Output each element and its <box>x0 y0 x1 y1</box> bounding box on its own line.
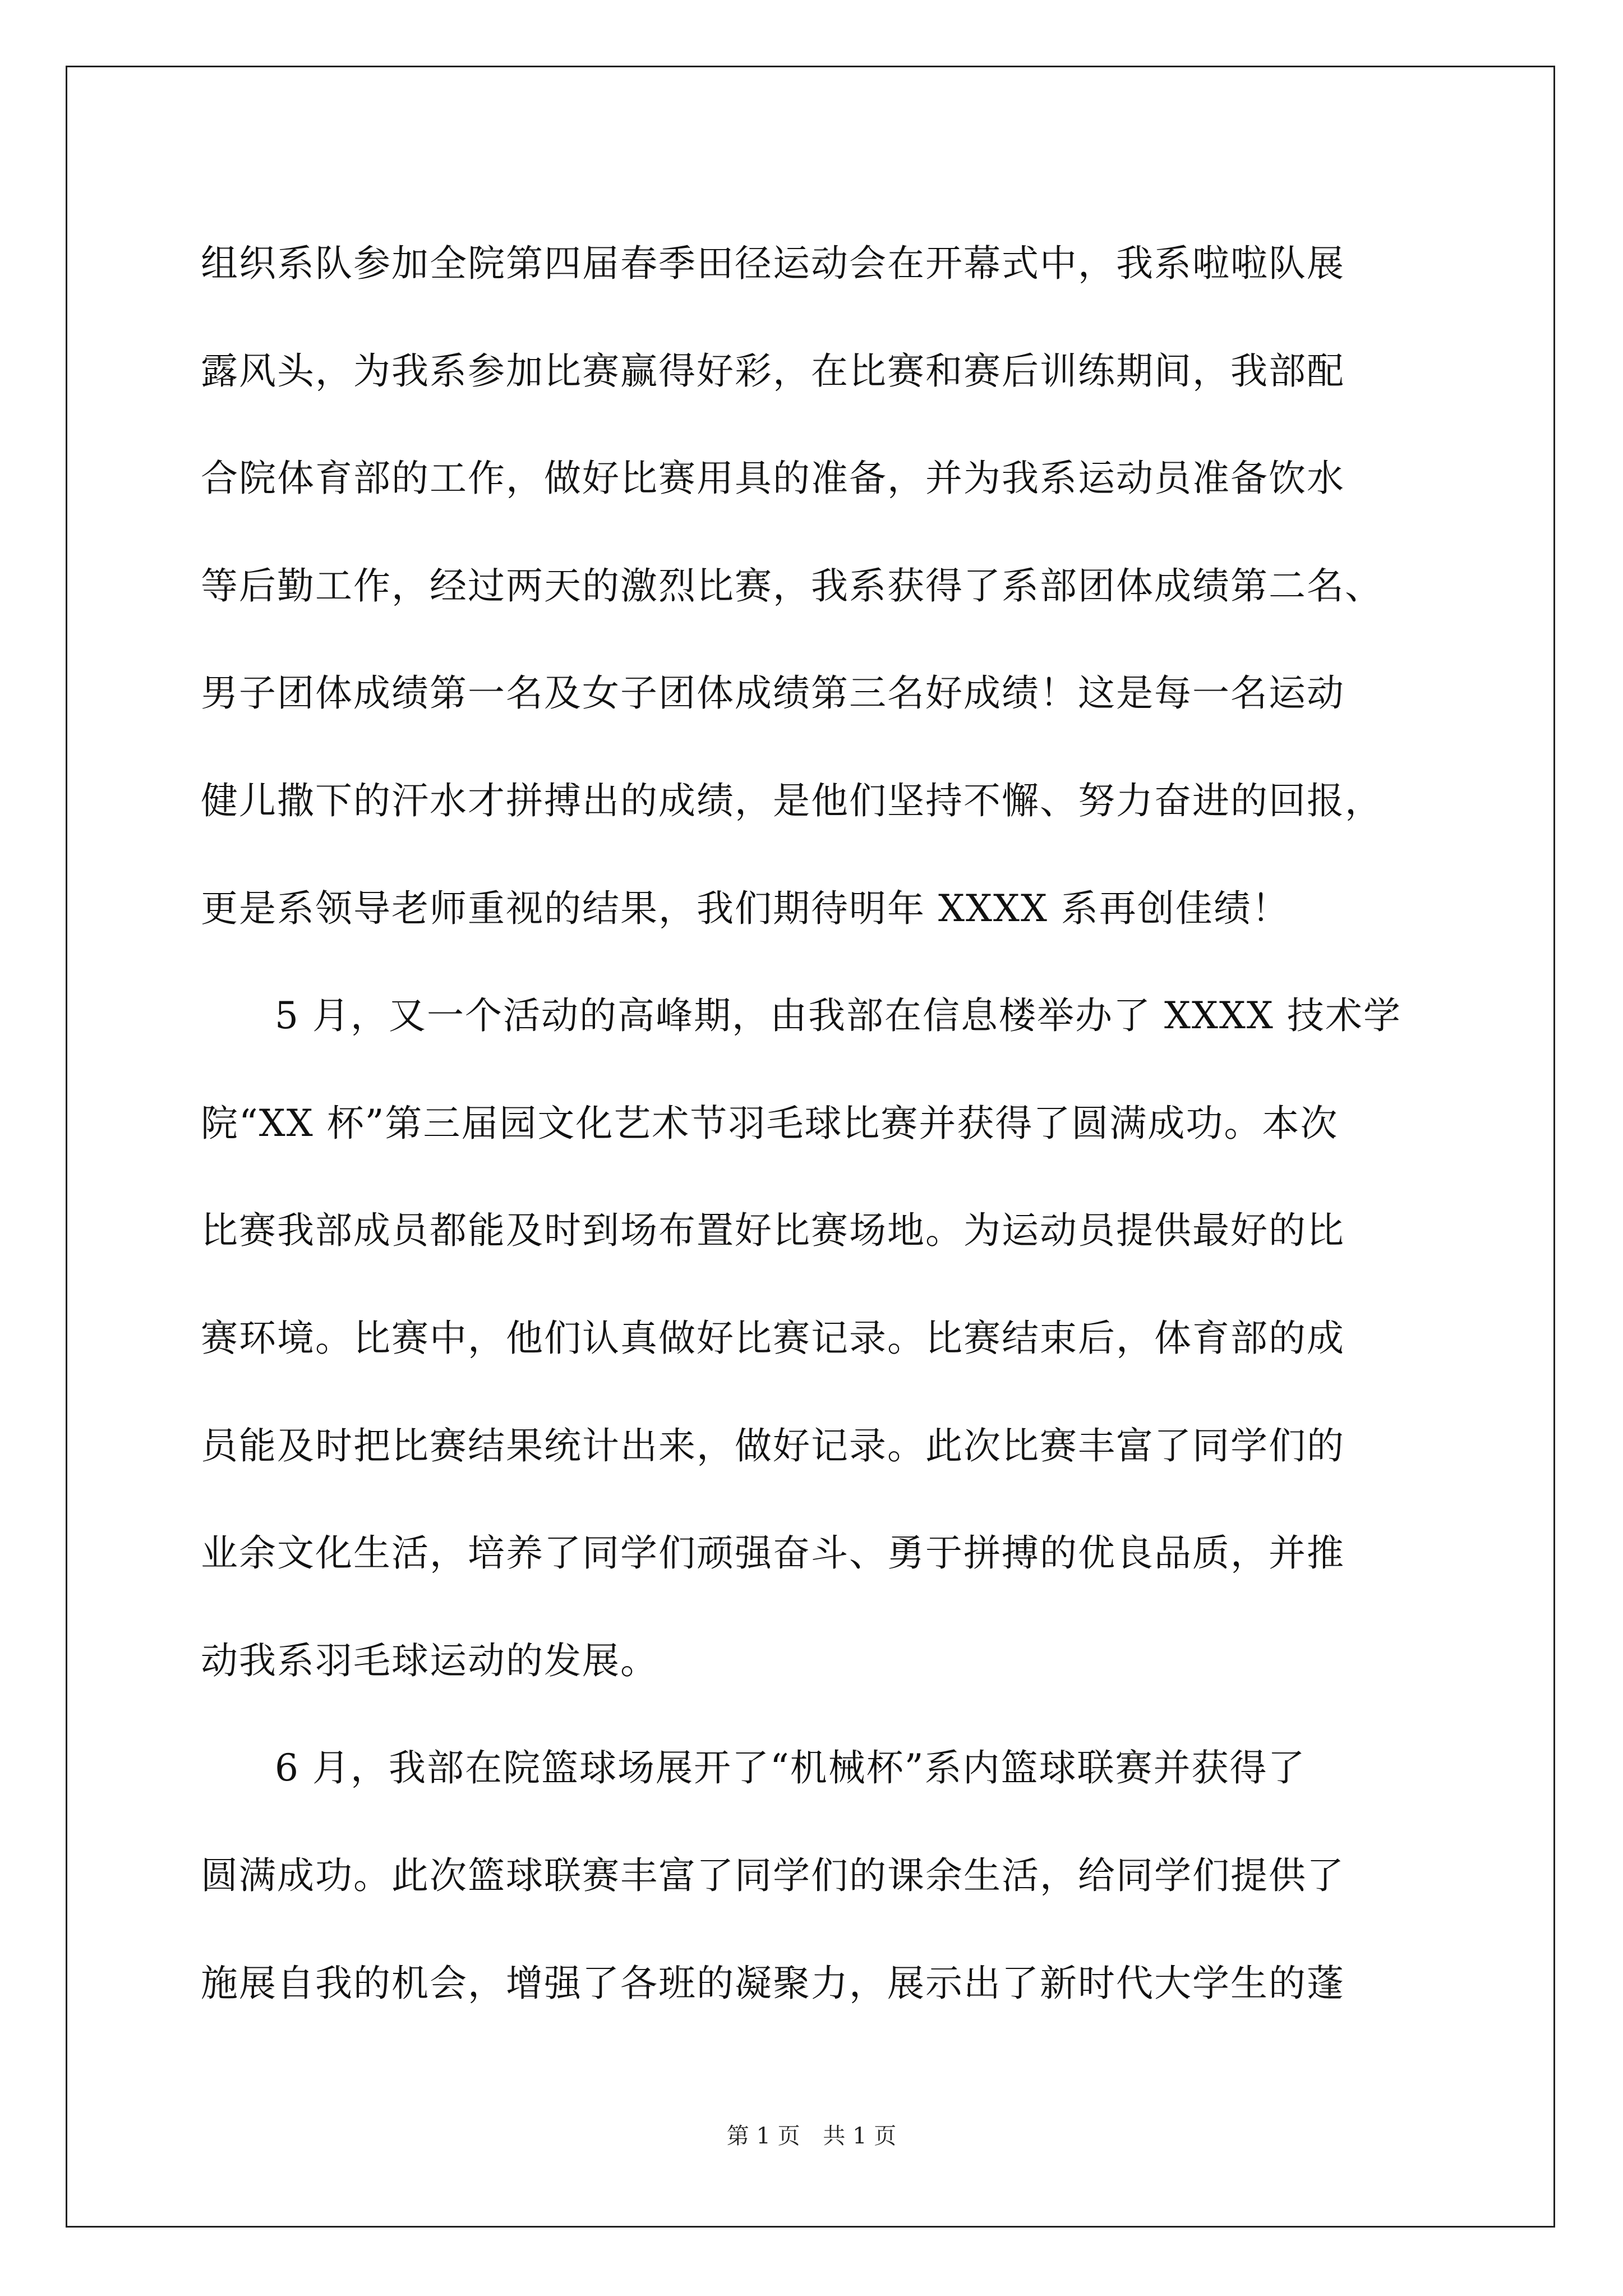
text-line: 赛环境。比赛中，他们认真做好比赛记录。比赛结束后，体育部的成 <box>201 1316 1345 1360</box>
text-line: 健儿撒下的汗水才拼搏出的成绩，是他们坚持不懈、努力奋进的回报， <box>201 779 1383 822</box>
paragraph-start-line: 6 月，我部在院篮球场展开了“机械杯”系内篮球联赛并获得了 <box>275 1746 1306 1790</box>
page-number: 第 1 页 <box>726 2123 800 2149</box>
text-line: 员能及时把比赛结果统计出来，做好记录。此次比赛丰富了同学们的 <box>201 1424 1345 1467</box>
page-footer <box>0 2119 1623 2153</box>
text-line: 院“XX 杯”第三届园文化艺术节羽毛球比赛并获得了圆满成功。本次 <box>201 1101 1339 1145</box>
text-line: 业余文化生活，培养了同学们顽强奋斗、勇于拼搏的优良品质，并推 <box>201 1531 1345 1575</box>
text-line: 施展自我的机会，增强了各班的凝聚力，展示出了新时代大学生的蓬 <box>201 1961 1345 2005</box>
text-line: 动我系羽毛球运动的发展。 <box>201 1639 658 1682</box>
paragraph-start-line: 5 月，又一个活动的高峰期，由我部在信息楼举办了 XXXX 技术学 <box>275 994 1401 1038</box>
text-line: 男子团体成绩第一名及女子团体成绩第三名好成绩！这是每一名运动 <box>201 671 1345 715</box>
page-total: 共 1 页 <box>823 2123 897 2149</box>
body-text <box>201 210 1423 2037</box>
text-line: 合院体育部的工作，做好比赛用具的准备，并为我系运动员准备饮水 <box>201 457 1345 500</box>
text-line: 等后勤工作，经过两天的激烈比赛，我系获得了系部团体成绩第二名、 <box>201 564 1383 608</box>
text-line: 比赛我部成员都能及时到场布置好比赛场地。为运动员提供最好的比 <box>201 1209 1345 1253</box>
text-line: 组织系队参加全院第四届春季田径运动会在开幕式中，我系啦啦队展 <box>201 242 1345 285</box>
text-line: 露风头，为我系参加比赛赢得好彩，在比赛和赛后训练期间，我部配 <box>201 349 1345 393</box>
text-line: 更是系领导老师重视的结果，我们期待明年 XXXX 系再创佳绩！ <box>201 886 1290 930</box>
text-line: 圆满成功。此次篮球联赛丰富了同学们的课余生活，给同学们提供了 <box>201 1853 1345 1897</box>
